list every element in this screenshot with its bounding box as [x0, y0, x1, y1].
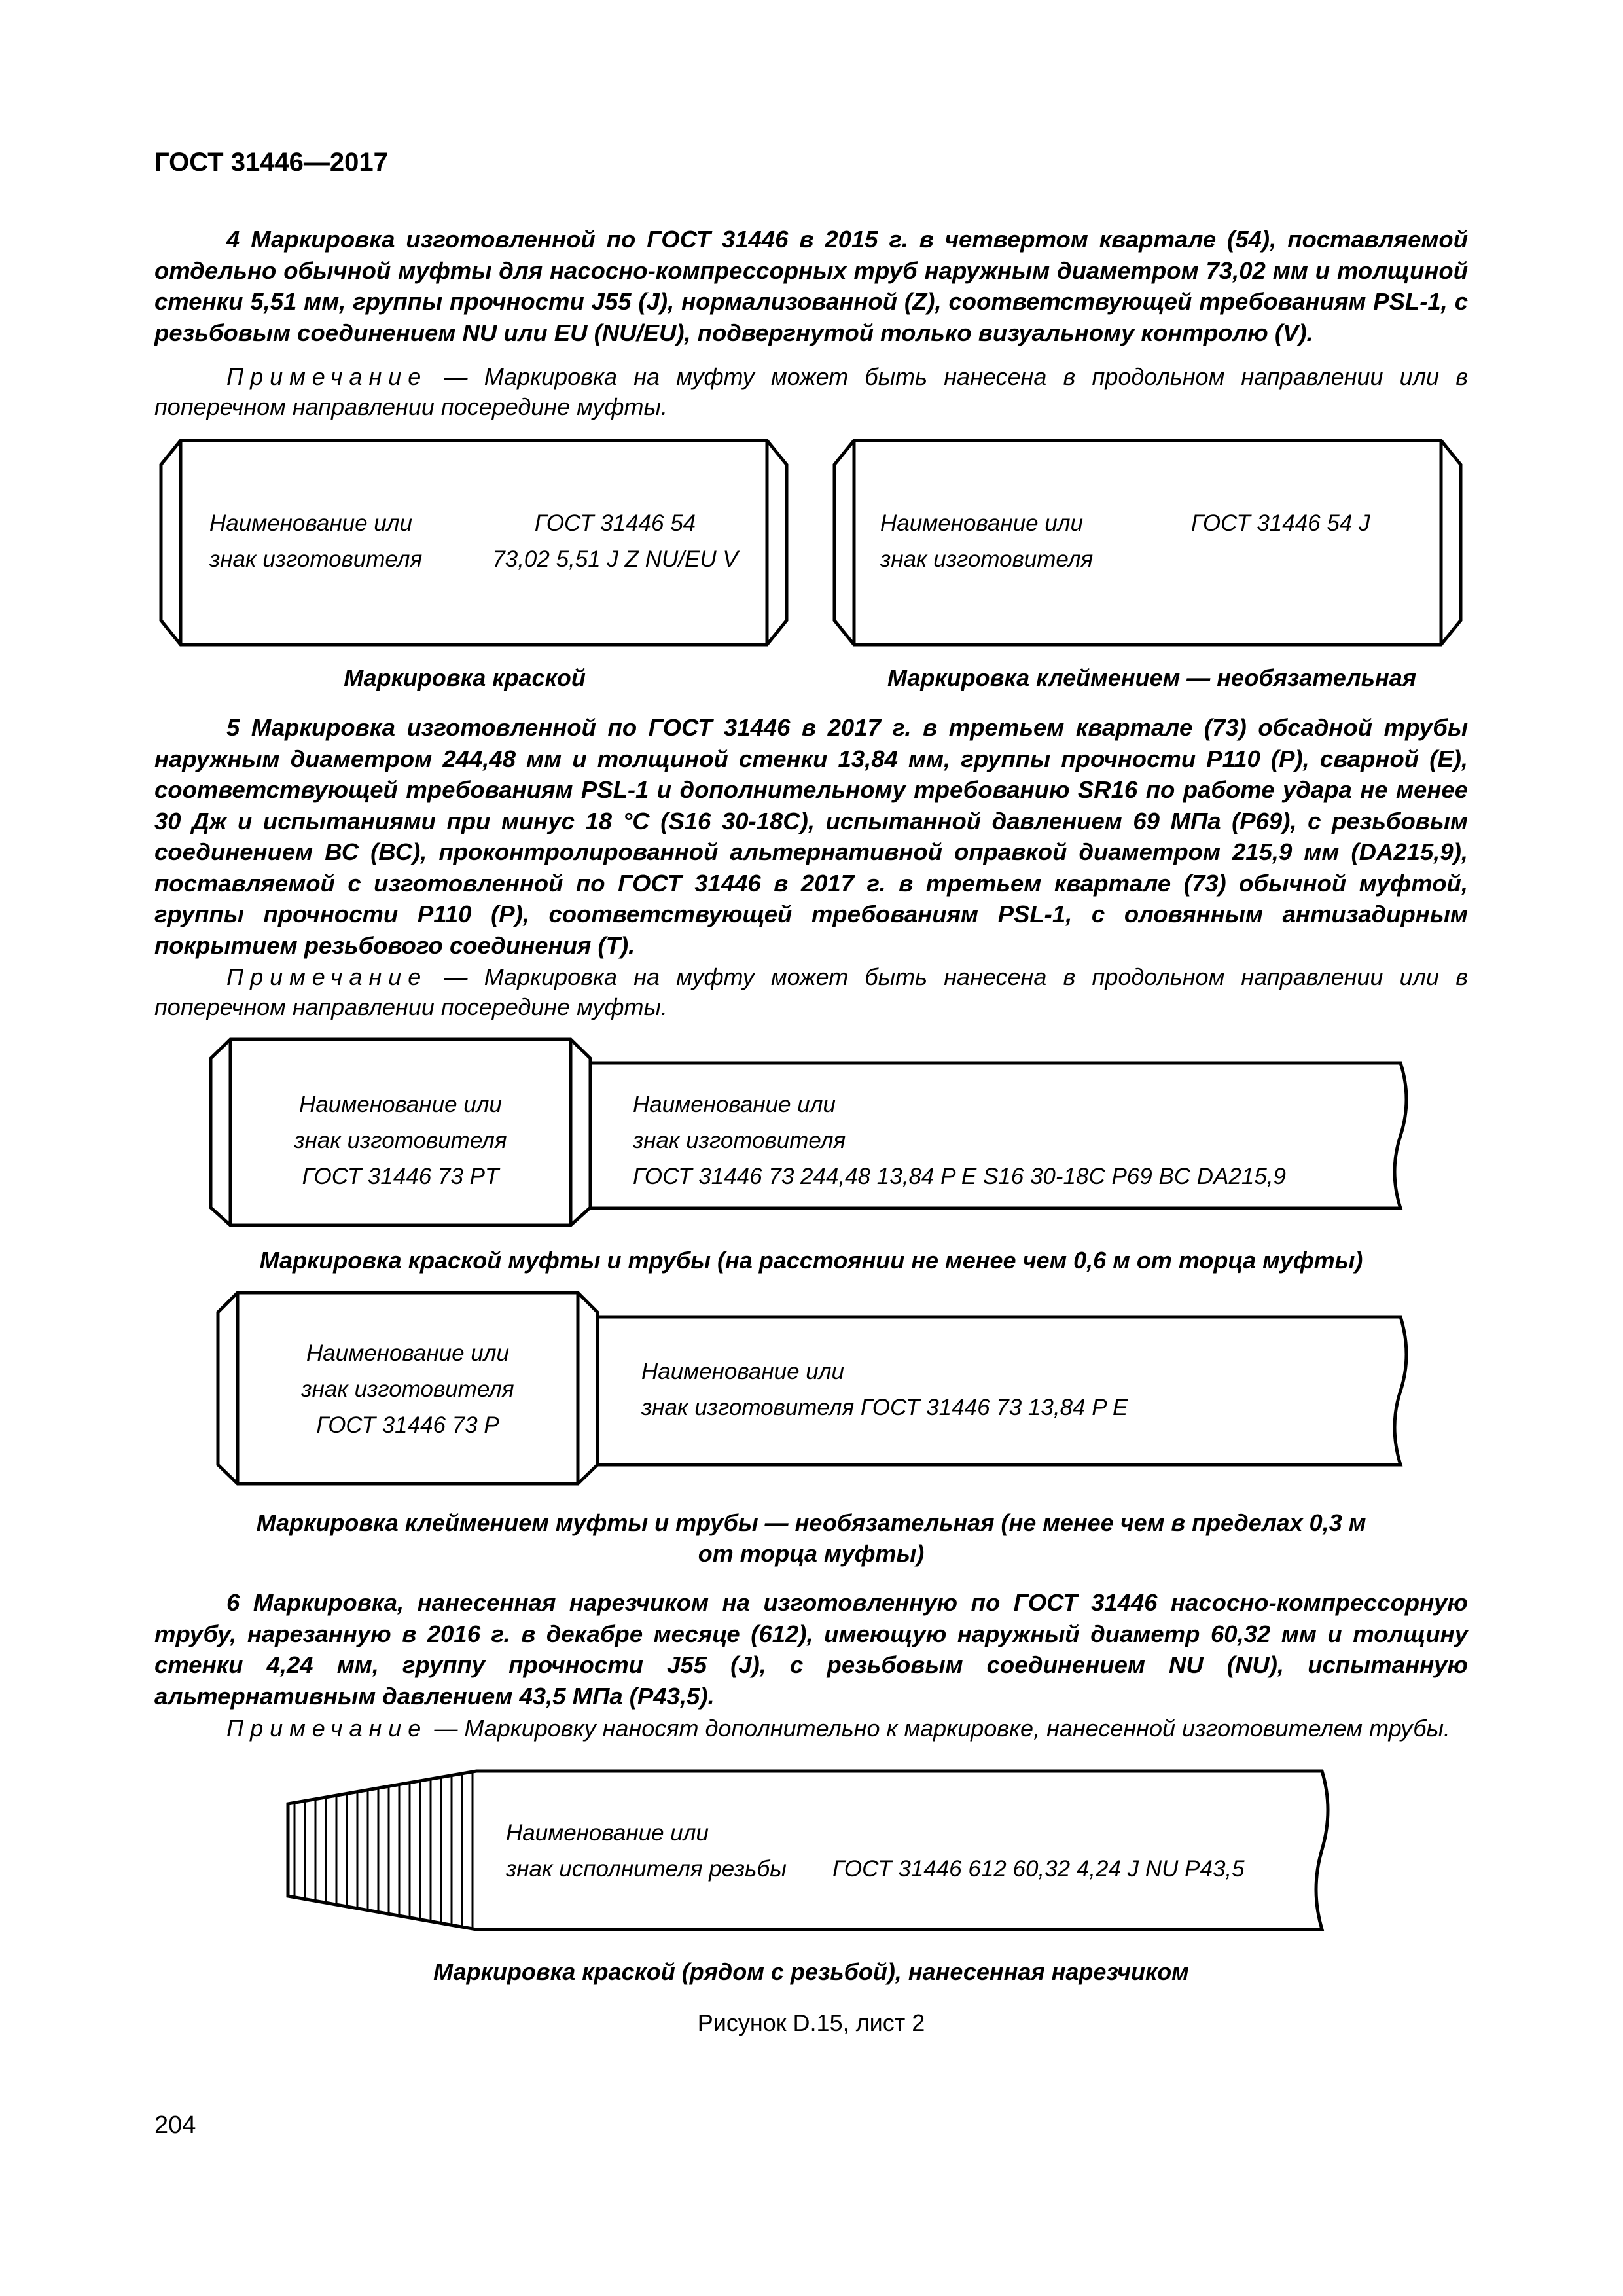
document-header: ГОСТ 31446—2017 [154, 148, 388, 177]
note-text: — Маркировка на муфту может быть нанесена в продольном направлении или в поперечном направлении посередине муфты. [154, 363, 1468, 420]
name-line: знак изготовителя [209, 547, 423, 572]
fig3-coupling-label [244, 1335, 571, 1443]
item-6-paragraph [154, 1587, 1468, 1712]
label-line: знак изготовителя [301, 1376, 514, 1402]
fig2-pipe-label [633, 1086, 1286, 1194]
fig3-pipe-label [641, 1354, 1128, 1426]
label-line: Наименование или [506, 1820, 709, 1846]
item-5-text: 5 Маркировка изготовленной по ГОСТ 31446 в 2017 г. в третьем квартале (73) обсадной трубы наружным диаметром 244,48 мм и толщиной стенки 13,84 мм, группы прочности P110 (P), сварной (E), соответствующей требованиям PSL-1 и дополнительному требованию SR16 по работе удара не менее 30 Дж и испытаниями при минус 18 °С (S16 30-18C), испытанной давлением 69 МПа (P69), с резьбовым соединением ВС (ВС), проконтролированной альтернативной оправкой диаметром 215,9 мм (DA215,9), поставляемой с изготовленной по ГОСТ 31446 в 2017 г. в третьем квартале (73) обычной муфтой, группы прочности P110 (P), соответствующей требованиям PSL-1, с оловянным антизадирным покрытием резьбового соединения (T). [154, 714, 1468, 959]
name-line: знак изготовителя [880, 547, 1094, 572]
item-6-text: 6 Маркировка, нанесенная нарезчиком на изготовленную по ГОСТ 31446 насосно-компрессорную трубу, нарезанную в 2016 г. в декабре месяце (612), имеющую наружный диаметр 60,32 мм и толщину стенки 4,24 мм, группу прочности J55 (J), с резьбовым соединением NU (NU), испытанную альтернативным давлением 43,5 МПа (P43,5). [154, 1589, 1468, 1710]
code-line: ГОСТ 31446 54 [534, 511, 696, 536]
label-line: Наименование или [641, 1359, 844, 1384]
label-line: знак изготовителя ГОСТ 31446 73 13,84 P E [641, 1395, 1128, 1420]
caption-line: Маркировка клеймением муфты и трубы — необязательная (не менее чем в пределах 0,3 м [256, 1509, 1366, 1536]
fig3-caption [154, 1507, 1468, 1569]
note-label: Примечание [226, 363, 428, 390]
page-number: 204 [154, 2111, 196, 2139]
note-text: — Маркировка на муфту может быть нанесена в продольном направлении или в поперечном направлении посередине муфты. [154, 963, 1468, 1020]
figure-title: Рисунок D.15, лист 2 [697, 2009, 925, 2036]
code-line: 73,02 5,51 J Z NU/EU V [492, 547, 738, 572]
label-line: ГОСТ 31446 73 PT [302, 1164, 499, 1189]
fig4-pipe-outline [288, 1771, 1328, 1929]
label-line: знак изготовителя [294, 1128, 507, 1153]
item-6-note [154, 1713, 1468, 1744]
label-line: ГОСТ 31446 73 244,48 13,84 P E S16 30-18C P69 BC DA215,9 [633, 1164, 1287, 1189]
fig2-caption: Маркировка краской муфты и трубы (на расстоянии не менее чем 0,6 м от торца муфты) [259, 1247, 1363, 1274]
fig4-caption: Маркировка краской (рядом с резьбой), нанесенная нарезчиком [433, 1958, 1189, 1985]
fig2-coupling-label [237, 1086, 564, 1194]
label-line: ГОСТ 31446 73 P [316, 1412, 499, 1438]
note-label: Примечание [226, 963, 428, 990]
caption-line: от торца муфты) [698, 1540, 925, 1567]
fig1-left-caption: Маркировка краской [344, 664, 586, 691]
note-label: Примечание [226, 1715, 428, 1742]
fig4-code: ГОСТ 31446 612 60,32 4,24 J NU P43,5 [832, 1856, 1245, 1882]
name-line: Наименование или [209, 511, 412, 536]
item-4-text: 4 Маркировка изготовленной по ГОСТ 31446 в 2015 г. в четвертом квартале (54), поставляемой отдельно обычной муфты для насосно-компрессорных труб наружным диаметром 73,02 мм и толщиной стенки 5,51 мм, группы прочности J55 (J), нормализованной (Z), соответствующей требованиям PSL-1, с резьбовым соединением NU или EU (NU/EU), подвергнутой только визуальному контролю (V). [154, 226, 1468, 346]
fig1-right-code: ГОСТ 31446 54 J [1191, 511, 1370, 536]
note-text: — Маркировку наносят дополнительно к маркировке, нанесенной изготовителем трубы. [427, 1715, 1450, 1742]
label-line: Наименование или [306, 1340, 509, 1366]
label-line: знак исполнителя резьбы [506, 1856, 787, 1882]
label-line: знак изготовителя [633, 1128, 846, 1153]
name-line: Наименование или [880, 511, 1083, 536]
fig1-right-caption: Маркировка клеймением — необязательная [887, 664, 1417, 691]
fig4-name-label [506, 1815, 787, 1887]
label-line: Наименование или [633, 1092, 836, 1117]
label-line: Наименование или [299, 1092, 502, 1117]
